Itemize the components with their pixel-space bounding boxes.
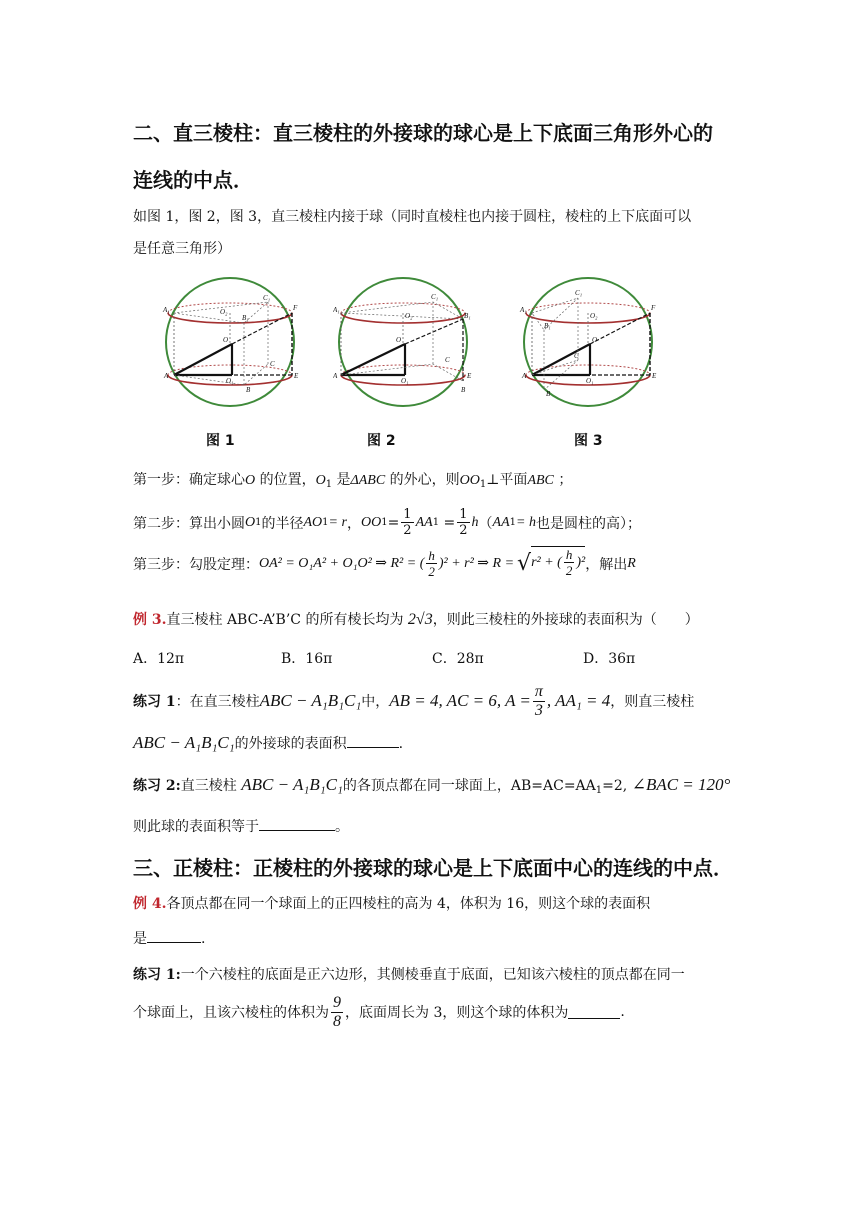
- section3-heading: 三、正棱柱：正棱柱的外接球的球心是上下底面中心的连线的中点．: [133, 856, 733, 880]
- svg-text:C₁: C₁: [263, 294, 271, 302]
- svg-text:E: E: [294, 372, 299, 380]
- svg-text:F: F: [651, 304, 656, 312]
- svg-text:O₂: O₂: [590, 312, 598, 320]
- example-3: 例 3.直三棱柱 ABC-A’B’C 的所有棱长均为 2√3，则此三棱柱的外接球的表面积为（ ）: [133, 611, 699, 628]
- answer-blank[interactable]: [259, 818, 335, 831]
- svg-text:C: C: [445, 356, 450, 364]
- svg-text:B₁: B₁: [464, 312, 471, 320]
- example-4: 例 4.各顶点都在同一个球面上的正四棱柱的高为 4，体积为 16，则这个球的表面积: [133, 896, 651, 912]
- example-3-option-c: C．28π: [432, 651, 484, 667]
- section2-heading-line2: 连线的中点．: [133, 168, 253, 192]
- svg-text:C₁: C₁: [431, 293, 439, 301]
- svg-text:E: E: [652, 372, 657, 380]
- practice-1: 练习 1 ：在直三棱柱 ABC − A₁B₁C₁ 中， AB = 4, AC = 6, A = $\frac{\pi}{3}$ , AA₁ = 4 ，则直三棱柱: [133, 682, 695, 719]
- practice-3: 练习 1:一个六棱柱的底面是正六边形，其侧棱垂直于底面，已知该六棱柱的顶点都在同一: [133, 967, 685, 983]
- figure-1-diagram: [160, 272, 300, 412]
- section2-intro-line1: 如图 1，图 2，图 3，直三棱柱内接于球（同时直棱柱也内接于圆柱，棱柱的上下底面可以: [133, 209, 692, 225]
- svg-text:O: O: [396, 336, 402, 344]
- section2-heading-line1: 二、直三棱柱：直三棱柱的外接球的球心是上下底面三角形外心的: [133, 121, 713, 145]
- figure-3-diagram: [518, 272, 658, 412]
- practice-2: 练习 2:直三棱柱 ABC − A₁B₁C₁的各顶点都在同一球面上，$AB=AC=AA_1=2$, ∠BAC = 120°: [133, 775, 731, 796]
- figure-2-diagram: [333, 272, 473, 412]
- example-3-option-d: D．36π: [583, 651, 636, 667]
- practice-2-line2: 则此球的表面积等于 。: [133, 819, 349, 835]
- svg-text:F: F: [293, 304, 298, 312]
- answer-blank[interactable]: [568, 1006, 620, 1019]
- step-1: 第一步：确定球心O 的位置，$O_1$ 是ΔABC 的外心，则$OO_1\perp$平面ABC ；: [133, 472, 573, 490]
- svg-text:A: A: [164, 372, 169, 380]
- svg-text:A₁: A₁: [520, 306, 527, 314]
- example-3-option-a: A．12π: [133, 651, 185, 667]
- svg-text:C₁: C₁: [575, 289, 583, 297]
- svg-text:O₂: O₂: [405, 312, 413, 320]
- figure-2-label: 图 2: [367, 433, 396, 449]
- section2-intro-line2: 是任意三角形）: [133, 241, 231, 257]
- svg-text:O: O: [592, 336, 598, 344]
- svg-text:C: C: [270, 360, 275, 368]
- practice-3-line2: 个球面上，且该六棱柱的体积为 $\frac{9}{8}$ ，底面周长为 3，则这个球的体积为 .: [133, 993, 625, 1030]
- svg-text:O₁: O₁: [401, 377, 409, 385]
- svg-text:O₁: O₁: [226, 377, 234, 385]
- step-2: 第二步：算出小圆 O 1 的半径 AO 1 = r ， OO 1 = $\frac{1}{2}$ AA 1 = $\frac{1}{2}$ h （ AA 1 = h 也是圆柱的高）；: [133, 507, 641, 538]
- figure-3-label: 图 3: [574, 433, 603, 449]
- figure-1-label: 图 1: [206, 433, 235, 449]
- svg-text:B₁: B₁: [544, 322, 551, 330]
- example-3-option-b: B．16π: [281, 651, 333, 667]
- step-3: 第三步：勾股定理： OA² = O₁A² + O₁O² ⇒ R² = ( $\frac{h}{2}$ )² + r² ⇒ R = √ r² + ( $\frac{h}{2}$ )² ，解出 R: [133, 547, 636, 579]
- answer-blank[interactable]: [147, 930, 201, 943]
- svg-text:A: A: [522, 372, 527, 380]
- example-4-line2: 是 .: [133, 931, 206, 947]
- svg-text:A₁: A₁: [163, 306, 170, 314]
- svg-text:O₂: O₂: [220, 308, 228, 316]
- svg-text:O: O: [223, 336, 229, 344]
- svg-text:B: B: [246, 386, 251, 394]
- svg-text:B₁: B₁: [242, 314, 249, 322]
- answer-blank[interactable]: [347, 735, 399, 748]
- svg-text:B: B: [461, 386, 466, 394]
- svg-text:A: A: [333, 372, 338, 380]
- svg-text:E: E: [467, 372, 472, 380]
- svg-text:O₁: O₁: [586, 377, 594, 385]
- practice-1-line2: ABC − A₁B₁C₁的外接球的表面积 .: [133, 733, 404, 752]
- svg-text:C: C: [574, 352, 579, 360]
- svg-text:A₁: A₁: [333, 306, 340, 314]
- svg-text:B: B: [546, 390, 551, 398]
